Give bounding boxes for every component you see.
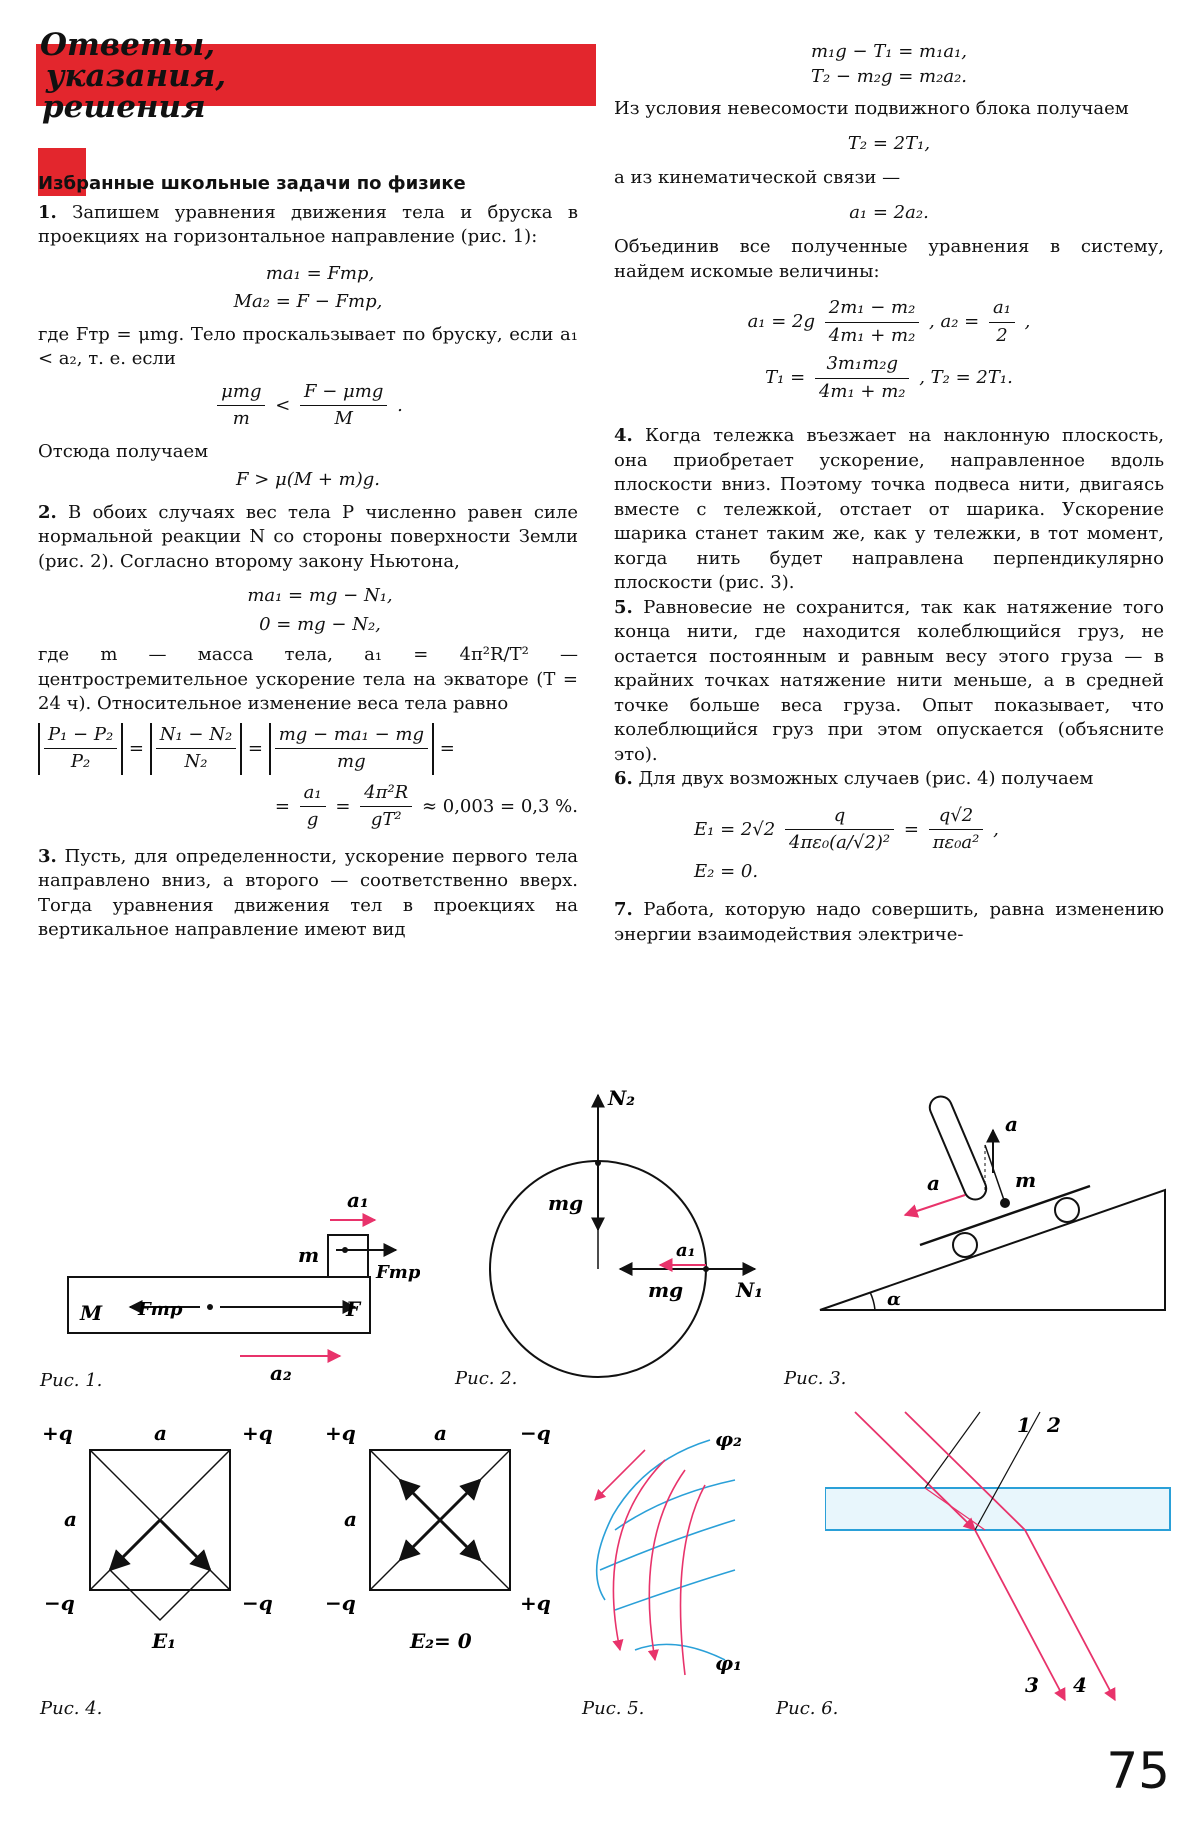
problem-7-text: Работа, которую надо совершить, равна изменению энергии взаимодействия электриче- <box>614 899 1164 945</box>
eq-3e <box>614 296 1164 348</box>
frac-6a-1 <box>785 804 894 856</box>
frac-g-den: g <box>306 809 319 830</box>
frac-3f-num: 3m₁m₂g <box>815 352 910 379</box>
label-Ftr-left: Fтр <box>138 1299 183 1320</box>
accel-a-left-arrow <box>905 1195 965 1215</box>
eq-3e-a1: a₁ = 2g <box>747 311 816 332</box>
problem-3-cont: Из условия невесомости подвижного блока получаем <box>614 98 1129 119</box>
frac-lhs-den: m <box>232 408 250 429</box>
q-1-tl: +q <box>42 1421 73 1445</box>
eq-3f <box>614 352 1164 404</box>
label-F: F <box>346 1297 361 1321</box>
abs-1-den: P₂ <box>70 751 91 772</box>
eq-2c: $\frac{\text{P₁ − P₂}}{\text{P₂}}$ = $\frac{\text{N₁ − N₂}}{\text{N₂}}$ = $\frac{\text{mg − ma₁ − mg}}{mg}$ = <box>38 723 578 775</box>
frac-lhs <box>217 380 265 432</box>
eq-3e-a2: , a₂ = <box>929 311 980 332</box>
problem-2-text: В обоих случаях вес тела P численно равен силе нормальной реакции N со стороны поверхности Земли (рис. 2). Согласно второму закону Ньютона, <box>38 501 578 572</box>
q-1-tr: +q <box>242 1421 273 1445</box>
eq-1c <box>38 380 578 432</box>
eq-3f-T1: T₁ = <box>765 367 806 388</box>
caption-fig4: Рис. 4. <box>40 1698 103 1719</box>
eq-3b: T₂ − m₂g = m₂a₂. <box>810 65 968 87</box>
side-2-left: a <box>344 1507 357 1531</box>
label-phi2: φ₂ <box>715 1427 742 1451</box>
problem-2-cont: где m — масса тела, a₁ = 4π²R/T² — центростремительное ускорение тела на экваторе (T = 24 ч). Относительное изменение веса тела равно <box>38 644 578 714</box>
abs-2-den: N₂ <box>184 751 208 772</box>
problem-5 <box>614 596 1164 768</box>
figure-4 <box>30 1418 570 1658</box>
label-a-top: a <box>1005 1112 1018 1136</box>
frac-lhs-num: μmg <box>217 380 265 407</box>
cart-wheel-2 <box>1055 1198 1079 1222</box>
label-mg-bottom: mg <box>648 1278 684 1302</box>
frac-3e-2-den: 2 <box>996 324 1008 346</box>
eq-1b: Ma₂ = F − Fтр, <box>233 291 383 312</box>
problem-1-result-intro: Отсюда получаем <box>38 440 209 462</box>
inclined-plane <box>820 1190 1165 1310</box>
eq-2d-eq: = <box>335 795 351 817</box>
figure-2 <box>480 1085 780 1385</box>
small-block-m <box>328 1235 368 1277</box>
cart-wheel-1 <box>953 1233 977 1257</box>
frac-6a-2-den: πε₀a² <box>932 832 980 853</box>
q-2-br: +q <box>520 1591 551 1615</box>
frac-3e-2-num: a₁ <box>989 296 1015 323</box>
eq-3e-end: , <box>1024 311 1031 332</box>
thread <box>985 1145 1005 1203</box>
problem-1-number: 1. <box>38 201 57 223</box>
eq-6b: E₂ = 0. <box>694 860 759 882</box>
problem-6-number: 6. <box>614 768 633 789</box>
frac-3e-1-num: 2m₁ − m₂ <box>825 296 920 323</box>
frac-a1-num: a₁ <box>300 781 326 808</box>
problem-3 <box>38 845 578 943</box>
glass-plate <box>825 1488 1170 1530</box>
frac-6a-2-num: q√2 <box>929 804 984 831</box>
caption-fig6: Рис. 6. <box>776 1698 839 1719</box>
logo-line-3: решения <box>42 89 206 125</box>
problem-3-text: Пусть, для определенности, ускорение первого тела направлено вниз, а второго — соответственно вверх. Тогда уравнения движения тел в проекциях на вертикальное направление имеют вид <box>38 845 578 940</box>
E1-resultant <box>110 1570 210 1620</box>
frac-6a-1-den: 4πε₀(a/√2)² <box>789 832 891 853</box>
eq-3d: a₁ = 2a₂. <box>849 201 929 223</box>
label-alpha: α <box>887 1289 901 1310</box>
label-M: M <box>80 1301 103 1325</box>
frac-3e-1 <box>825 296 920 348</box>
q-1-bl: −q <box>44 1591 75 1615</box>
label-E2: E₂= 0 <box>410 1629 472 1653</box>
problem-7 <box>614 898 1164 947</box>
left-column <box>38 172 578 943</box>
frac-6a-1-num: q <box>785 804 894 831</box>
eq-3a: m₁g − T₁ = m₁a₁, <box>810 41 968 62</box>
label-a-left: a <box>927 1171 940 1195</box>
frac-6a-2 <box>929 804 984 856</box>
caption-fig3: Рис. 3. <box>784 1368 847 1389</box>
frac-4pi2R <box>360 781 412 833</box>
figure-5 <box>575 1420 755 1690</box>
figure-3 <box>815 1085 1180 1335</box>
figure-1 <box>40 1180 420 1380</box>
eq-2b: 0 = mg − N₂, <box>259 613 381 635</box>
frac-3e-2 <box>989 296 1015 348</box>
label-ray-1: 1 <box>1017 1413 1031 1437</box>
problem-4-text: Когда тележка въезжает на наклонную плоскость, она приобретает ускорение, направленное вдоль плоскости вниз. Поэтому точка подвеса нити, двигаясь вместе с тележкой, отстает от шарика. Ускорение шарика станет таким же, как у тележки, в тот момент, когда нить будет направлена перпендикулярно плоскости (рис. 3). <box>614 425 1165 593</box>
eq-6a <box>614 804 1164 856</box>
eq-6a-eq: = <box>903 818 919 840</box>
label-ray-2: 2 <box>1047 1413 1061 1437</box>
label-ray-4: 4 <box>1073 1673 1087 1697</box>
eq-2c-end: = <box>439 737 455 759</box>
problem-2 <box>38 501 578 575</box>
eq-3f-T2: , T₂ = 2T₁. <box>919 367 1013 388</box>
side-2-top: a <box>434 1421 447 1445</box>
header-logo <box>40 27 270 140</box>
problem-7-number: 7. <box>614 899 633 920</box>
eq-2d-result: ≈ 0,003 = 0,3 %. <box>421 795 578 817</box>
problem-1 <box>38 201 578 250</box>
eq-1a: ma₁ = Fтр, <box>265 262 375 284</box>
eq-6a-E1: E₁ = 2√2 <box>694 818 776 840</box>
frac-a1-g <box>300 781 326 833</box>
problem-6-text: Для двух возможных случаев (рис. 4) получаем <box>638 768 1094 789</box>
ray-3 <box>975 1530 1065 1700</box>
abs-1 <box>38 723 123 775</box>
abs-3 <box>269 723 434 775</box>
figure-6 <box>825 1410 1175 1710</box>
eq-1d: F > μ(M + m)g. <box>235 469 381 490</box>
abs-2-num: N₁ − N₂ <box>156 723 236 750</box>
label-m: m <box>298 1243 320 1267</box>
side-1-left: a <box>64 1507 77 1531</box>
abs-2 <box>150 723 242 775</box>
problem-3-system: Объединив все полученные уравнения в систему, найдем искомые величины: <box>614 236 1164 282</box>
caption-fig5: Рис. 5. <box>582 1698 645 1719</box>
logo-line-1: Ответы, <box>40 27 216 63</box>
problem-3-kinematic: а из кинематической связи — <box>614 167 901 188</box>
eq-2a: ma₁ = mg − N₁, <box>247 585 393 606</box>
frac-gT2-den: gT² <box>370 809 402 830</box>
label-a1: a₁ <box>676 1240 696 1261</box>
right-column <box>614 40 1164 947</box>
frac-3f-den: 4m₁ + m₂ <box>818 380 906 402</box>
label-Ftr-right: Fтр <box>376 1262 420 1283</box>
frac-3e-1-den: 4m₁ + m₂ <box>828 324 916 346</box>
problem-1-text: Запишем уравнения движения тела и бруска в проекциях на горизонтальное направление (рис. 1): <box>38 201 578 247</box>
problem-1-cont: где Fтр = μmg. Тело проскальзывает по бруску, если a₁ < a₂, т. е. если <box>38 323 578 369</box>
section-title: Избранные школьные задачи по физике <box>38 173 466 194</box>
problem-2-number: 2. <box>38 501 57 523</box>
label-phi1: φ₁ <box>715 1651 742 1675</box>
problem-3-number: 3. <box>38 845 57 867</box>
big-block-M <box>68 1277 370 1333</box>
frac-4pi2R-num: 4π²R <box>360 781 412 808</box>
q-2-tl: +q <box>325 1421 356 1445</box>
caption-fig2: Рис. 2. <box>455 1368 518 1389</box>
abs-1-num: P₁ − P₂ <box>44 723 117 750</box>
label-ray-3: 3 <box>1025 1673 1039 1697</box>
problem-5-number: 5. <box>614 596 633 618</box>
frac-rhs-num: F − μmg <box>300 380 387 407</box>
problem-4-number: 4. <box>614 425 633 446</box>
equipotential-red-1 <box>613 1460 665 1650</box>
label-a2: a₂ <box>270 1361 292 1380</box>
abs-3-num: mg − ma₁ − mg <box>275 723 428 750</box>
problem-4 <box>614 424 1164 596</box>
q-2-bl: −q <box>325 1591 356 1615</box>
eq-3c: T₂ = 2T₁, <box>847 132 931 154</box>
problem-6 <box>614 767 1164 792</box>
less-than: < <box>275 394 291 416</box>
eq-end: . <box>397 394 403 416</box>
frac-rhs-den: M <box>334 408 353 429</box>
q-1-br: −q <box>242 1591 273 1615</box>
caption-fig1: Рис. 1. <box>40 1370 103 1391</box>
label-a1: a₁ <box>347 1188 369 1212</box>
page-number: 75 <box>1106 1742 1170 1800</box>
label-N2: N₂ <box>608 1086 636 1110</box>
label-m: m <box>1015 1168 1037 1192</box>
eq-2d <box>38 781 578 833</box>
label-N1: N₁ <box>736 1278 764 1302</box>
problem-5-text: Равновесие не сохранится, так как натяжение того конца нити, где находится колеблющийся груз, не остается постоянным и равным весу этого груза — в крайних точках натяжение нити меньше, а в средней точке больше веса груза. Опыт показывает, что колеблющийся груз при этом опускается (объясните это). <box>614 596 1164 765</box>
abs-3-den: mg <box>337 751 366 772</box>
eq-6a-end: , <box>993 818 999 840</box>
cart-platform <box>920 1186 1090 1245</box>
label-mg-top: mg <box>548 1191 584 1215</box>
ball <box>1000 1198 1010 1208</box>
side-1-top: a <box>154 1421 167 1445</box>
frac-3f <box>815 352 910 404</box>
eq-2d-start: = <box>274 795 296 817</box>
q-2-tr: −q <box>520 1421 551 1445</box>
logo-line-2: указания, <box>46 58 227 94</box>
label-E1: E₁ <box>152 1629 177 1653</box>
frac-rhs <box>300 380 387 432</box>
